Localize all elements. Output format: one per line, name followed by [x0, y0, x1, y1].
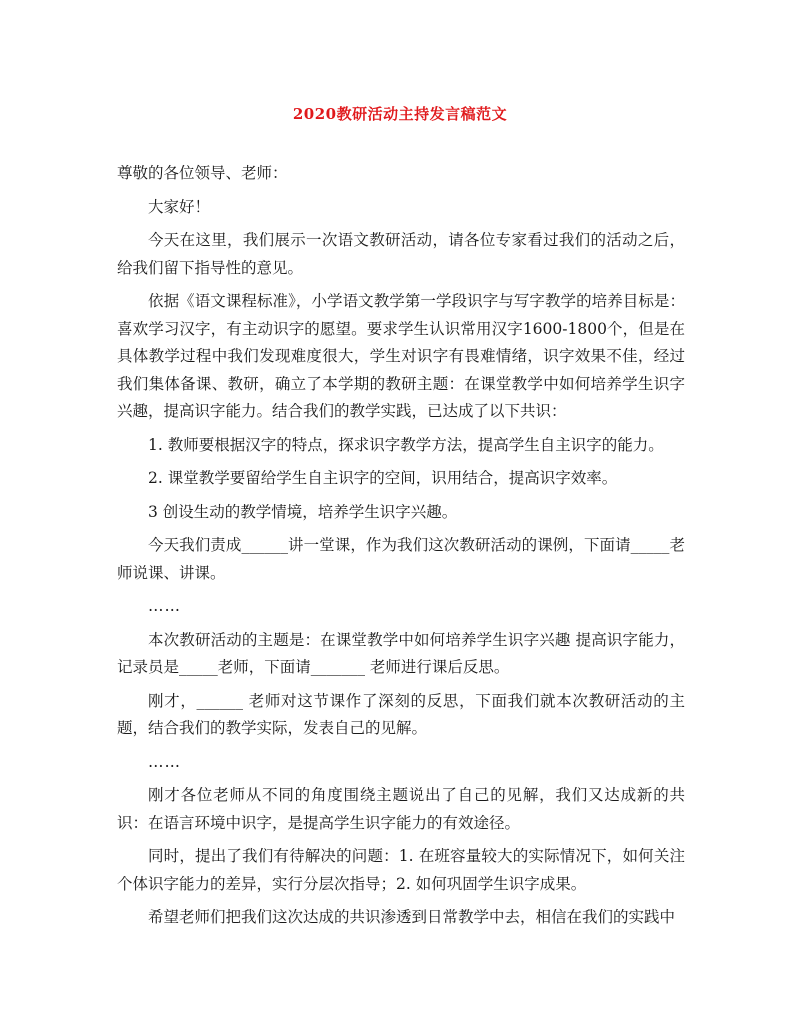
paragraph-consensus-3: 3 创设生动的教学情境，培养学生识字兴趣。: [148, 502, 458, 521]
paragraph-reflection: 刚才，______ 老师对这节课作了深刻的反思，下面我们就本次教研活动的主题，结合我们的教学实际，发表自己的见解。: [117, 691, 685, 737]
paragraph-intro: 今天在这里，我们展示一次语文教研活动，请各位专家看过我们的活动之后，给我们留下指导性的意见。: [117, 231, 685, 277]
document-title: 2020教研活动主持发言稿范文: [292, 105, 508, 123]
salutation: 尊敬的各位领导、老师：: [117, 164, 288, 182]
paragraph-lesson: 今天我们责成______讲一堂课，作为我们这次教研活动的课例，下面请_____老师说课、讲课。: [117, 536, 685, 582]
document-body: [117, 160, 685, 938]
paragraph-problems: 同时，提出了我们有待解决的问题：1. 在班容量较大的实际情况下，如何关注个体识字能力的差异，实行分层次指导；2. 如何巩固学生识字成果。: [117, 847, 685, 893]
paragraph-new-consensus: 刚才各位老师从不同的角度围绕主题说出了自己的见解，我们又达成新的共识：在语言环境中识字，是提高学生识字能力的有效途径。: [117, 786, 685, 832]
paragraph-ellipsis-1: ……: [148, 597, 181, 615]
paragraph-greeting: 大家好！: [148, 197, 211, 216]
paragraph-consensus-2: 2. 课堂教学要留给学生自主识字的空间，识用结合，提高识字效率。: [148, 469, 618, 487]
paragraph-ellipsis-2: ……: [148, 752, 181, 771]
paragraph-consensus-1: 1. 教师要根据汉字的特点，探求识字教学方法，提高学生自主识字的能力。: [148, 435, 664, 454]
paragraph-theme: 本次教研活动的主题是：在课堂教学中如何培养学生识字兴趣 提高识字能力，记录员是_____老师，下面请_______ 老师进行课后反思。: [117, 630, 685, 676]
paragraph-background: 依据《语文课程标准》，小学语文教学第一学段识字与写字教学的培养目标是：喜欢学习汉字，有主动识字的愿望。要求学生认识常用汉字1600-1800个，但是在具体教学过程中我们发现难度很大，学生对识字有畏难情绪，识字效果不佳，经过我们集体备课、教研，确立了本学期的教研主题：在课堂教学中如何培养学生识字兴趣，提高识字能力。结合我们的教学实践，已达成了以下共识：: [117, 292, 685, 420]
paragraph-closing: 希望老师们把我们这次达成的共识渗透到日常教学中去，相信在我们的实践中: [148, 908, 676, 926]
